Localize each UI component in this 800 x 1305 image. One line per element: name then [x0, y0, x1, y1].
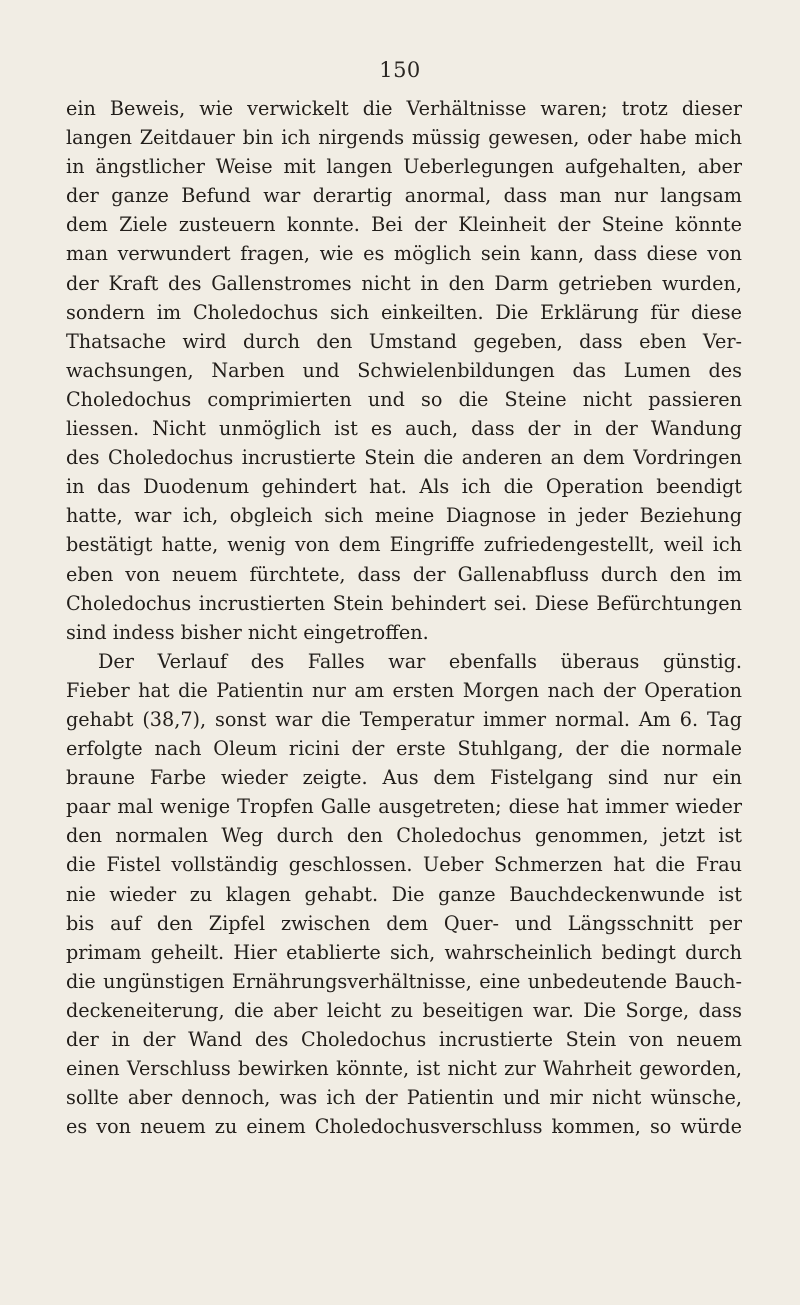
text-line: einen Verschluss bewirken könnte, ist nicht zur Wahrheit geworden, [66, 1057, 742, 1081]
text-line: sollte aber dennoch, was ich der Patientin und mir nicht wünsche, [66, 1086, 742, 1110]
text-line: in ängstlicher Weise mit langen Ueberlegungen aufgehalten, aber [66, 155, 742, 179]
text-line: Choledochus incrustierten Stein behindert sei. Diese Befürchtungen [66, 591, 742, 615]
text-line: primam geheilt. Hier etablierte sich, wahrscheinlich bedingt durch [66, 940, 742, 964]
text-line: liessen. Nicht unmöglich ist es auch, dass der in der Wandung [66, 417, 742, 441]
text-line: bis auf den Zipfel zwischen dem Quer- und Längsschnitt per [66, 911, 742, 935]
text-line: langen Zeitdauer bin ich nirgends müssig gewesen, oder habe mich [66, 126, 742, 150]
text-line: die ungünstigen Ernährungsverhältnisse, eine unbedeutende Bauch- [66, 969, 742, 993]
text-line: der ganze Befund war derartig anormal, dass man nur langsam [66, 184, 742, 208]
text-line: Choledochus comprimierten und so die Steine nicht passieren [66, 387, 742, 411]
text-line: paar mal wenige Tropfen Galle ausgetreten; diese hat immer wieder [66, 795, 742, 819]
text-line: hatte, war ich, obgleich sich meine Diagnose in jeder Beziehung [66, 504, 742, 528]
text-line: man verwundert fragen, wie es möglich sein kann, dass diese von [66, 242, 742, 266]
text-line: bestätigt hatte, wenig von dem Eingriffe zufriedengestellt, weil ich [66, 533, 742, 557]
page-number: 150 [379, 58, 421, 82]
text-line: es von neuem zu einem Choledochusverschluss kommen, so würde [66, 1115, 742, 1139]
text-line: eben von neuem fürchtete, dass der Gallenabfluss durch den im [66, 562, 742, 586]
text-line: nie wieder zu klagen gehabt. Die ganze Bauchdeckenwunde ist [66, 882, 742, 906]
text-line: erfolgte nach Oleum ricini der erste Stuhlgang, der die normale [66, 737, 742, 761]
text-line: Der Verlauf des Falles war ebenfalls überaus günstig. [98, 649, 742, 673]
text-line: braune Farbe wieder zeigte. Aus dem Fistelgang sind nur ein [66, 766, 742, 790]
text-line: sind indess bisher nicht eingetroffen. [66, 620, 429, 644]
text-line: den normalen Weg durch den Choledochus genommen, jetzt ist [66, 824, 742, 848]
text-line: der Kraft des Gallenstromes nicht in den Darm getrieben wurden, [66, 271, 742, 295]
text-line: der in der Wand des Choledochus incrustierte Stein von neuem [66, 1028, 742, 1051]
text-line: deckeneiterung, die aber leicht zu beseitigen war. Die Sorge, dass [66, 998, 742, 1022]
text-line: Thatsache wird durch den Umstand gegeben, dass eben Ver- [66, 329, 742, 353]
text-line: dem Ziele zusteuern konnte. Bei der Kleinheit der Steine könnte [66, 213, 742, 237]
text-line: sondern im Choledochus sich einkeilten. Die Erklärung für diese [66, 300, 742, 324]
text-line: die Fistel vollständig geschlossen. Ueber Schmerzen hat die Frau [66, 853, 742, 877]
text-line: Fieber hat die Patientin nur am ersten Morgen nach der Operation [66, 678, 742, 702]
text-line: ein Beweis, wie verwickelt die Verhältnisse waren; trotz dieser [66, 97, 742, 120]
text-line: des Choledochus incrustierte Stein die anderen an dem Vordringen [66, 446, 742, 470]
text-line: wachsungen, Narben und Schwielenbildungen das Lumen des [66, 358, 742, 382]
body-text [66, 94, 742, 1141]
text-line: in das Duodenum gehindert hat. Als ich die Operation beendigt [66, 475, 742, 499]
text-line: gehabt (38,7), sonst war die Temperatur immer normal. Am 6. Tag [66, 707, 742, 731]
